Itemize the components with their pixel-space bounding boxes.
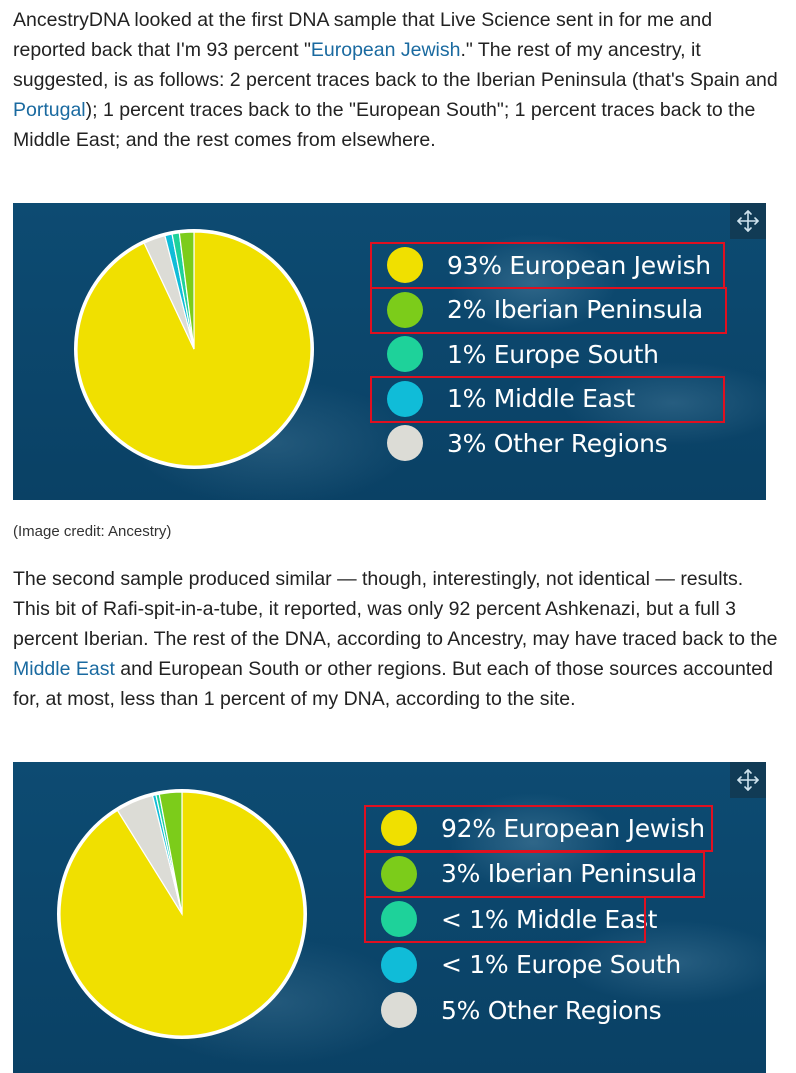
expand-arrows-icon [736,768,760,792]
legend-label: 1% Middle East [447,384,635,413]
legend-item [387,336,659,372]
paragraph-text: ); 1 percent traces back to the "European South"; 1 percent traces back to the Middle East; and the rest comes from elsewhere. [13,99,756,151]
article-paragraph-1 [13,5,781,155]
ancestry-chart-2 [13,762,766,1073]
legend-label: 3% Iberian Peninsula [441,859,697,888]
legend-label: 1% Europe South [447,339,659,369]
ancestry-chart-1 [13,203,766,500]
legend-label: < 1% Europe South [441,950,681,979]
article-paragraph-2 [13,564,781,714]
pie-chart [56,788,308,1040]
pie-chart [73,228,315,470]
legend-label: 2% Iberian Peninsula [447,295,703,324]
legend-swatch [381,947,417,983]
legend-swatch [381,992,417,1028]
legend-swatch [387,425,423,461]
expand-button[interactable] [730,203,766,239]
expand-button[interactable] [730,762,766,798]
link-portugal[interactable]: Portugal [13,99,86,121]
legend-item [381,947,681,983]
legend-swatch [387,336,423,372]
highlight-box [364,896,646,943]
highlight-box [364,851,705,898]
highlight-box [370,287,727,334]
link-middle-east[interactable]: Middle East [13,658,115,680]
legend-label: 5% Other Regions [441,995,662,1025]
paragraph-text: AncestryDNA looked at the first DNA sample that Live Science sent in for me and reported back that I'm 93 percent " [13,9,713,61]
legend-label: 93% European Jewish [447,250,711,280]
highlight-box [370,376,725,423]
image-credit: (Image credit: Ancestry) [13,523,172,540]
legend-label: 3% Other Regions [447,428,668,458]
expand-arrows-icon [736,209,760,233]
legend-item [381,992,661,1028]
legend-label: 92% European Jewish [441,813,705,843]
paragraph-text: and European South or other regions. But each of those sources accounted for, at most, less than 1 percent of my DNA, according to the site. [13,658,773,710]
highlight-box [364,805,713,852]
legend-label: < 1% Middle East [441,904,658,934]
paragraph-text: ." The rest of my ancestry, it suggested, is as follows: 2 percent traces back to the Iberian Peninsula (that's Spain and [13,39,778,91]
link-european-jewish[interactable]: European Jewish [310,39,461,61]
legend-item [387,425,667,461]
paragraph-text: The second sample produced similar — though, interestingly, not identical — results. This bit of Rafi-spit-in-a-tube, it reported, was only 92 percent Ashkenazi, but a full 3 percent Iberian. The rest of the DNA, according to Ancestry, may have traced back to the [13,568,778,650]
highlight-box [370,242,725,289]
